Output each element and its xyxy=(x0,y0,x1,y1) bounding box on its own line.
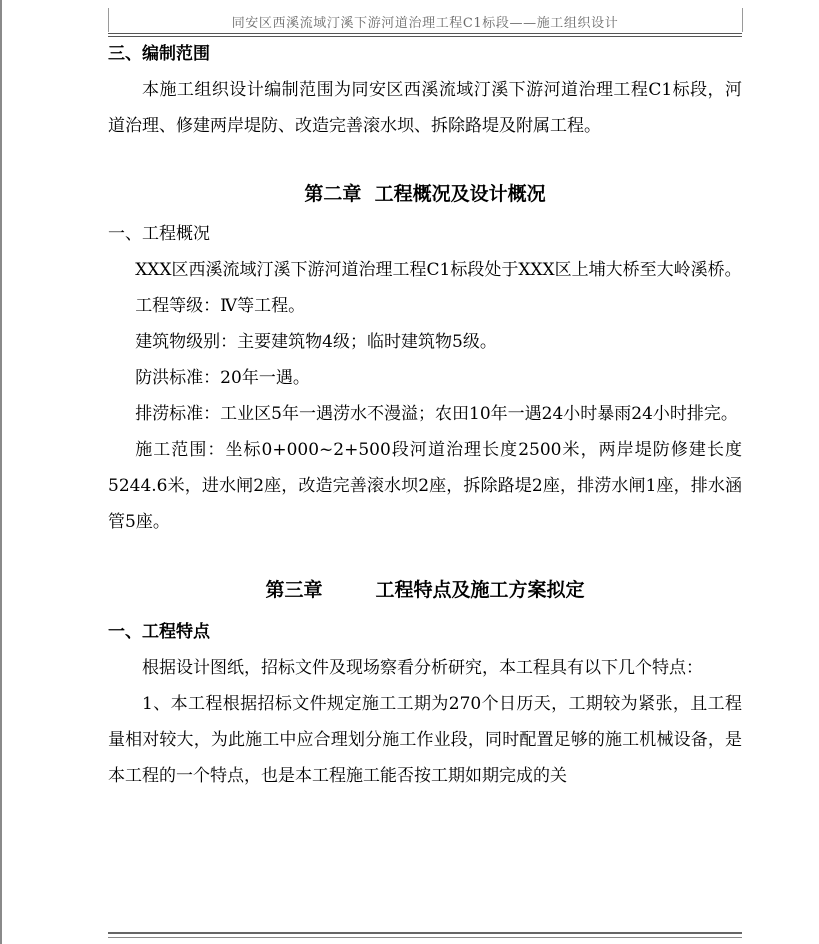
chapter-2-title: 第二章 工程概况及设计概况 xyxy=(304,183,546,205)
paragraph: 工程等级：Ⅳ等工程。 xyxy=(135,296,306,316)
page-left-edge xyxy=(0,0,2,944)
chapter-2-subheading: 一、工程概况 xyxy=(108,224,210,244)
paragraph: 1、本工程根据招标文件规定施工工期为270个日历天，工期较为紧张，且工程量相对较大，为此施工中应合理划分施工作业段，同时配置足够的施工机械设备，是本工程的一个特点，也是本工程施工能否按工期如期完成的关 xyxy=(108,694,742,786)
header-rule xyxy=(108,33,742,34)
paragraph: XXX区西溪流域汀溪下游河道治理工程C1标段处于XXX区上埔大桥至大岭溪桥。 xyxy=(135,260,742,280)
footer-rule-secondary xyxy=(108,937,742,938)
paragraph: 防洪标准：20年一遇。 xyxy=(135,368,310,388)
chapter-3-subheading: 一、工程特点 xyxy=(108,622,210,642)
header-rule-secondary xyxy=(108,36,742,37)
page-body xyxy=(108,40,742,794)
footer-rule xyxy=(108,932,742,934)
chapter-3-title: 第三章 工程特点及施工方案拟定 xyxy=(265,579,585,601)
paragraph: 根据设计图纸，招标文件及现场察看分析研究，本工程具有以下几个特点： xyxy=(142,658,703,678)
scope-paragraph: 本施工组织设计编制范围为同安区西溪流域汀溪下游河道治理工程C1标段，河道治理、修建两岸堤防、改造完善滚水坝、拆除路堤及附属工程。 xyxy=(108,80,742,136)
paragraph: 施工范围：坐标0+000~2+500段河道治理长度2500米，两岸堤防修建长度5244.6米，进水闸2座，改造完善滚水坝2座，拆除路堤2座，排涝水闸1座，排水涵管5座。 xyxy=(108,440,742,532)
running-header: 同安区西溪流域汀溪下游河道治理工程C1标段——施工组织设计 xyxy=(231,16,619,31)
header-corner-mark-left xyxy=(94,8,109,32)
paragraph: 排涝标准：工业区5年一遇涝水不漫溢；农田10年一遇24小时暴雨24小时排完。 xyxy=(135,404,738,424)
section-heading-scope: 三、编制范围 xyxy=(108,44,210,64)
header-corner-mark-right xyxy=(742,8,757,32)
paragraph: 建筑物级别：主要建筑物4级；临时建筑物5级。 xyxy=(135,332,497,352)
